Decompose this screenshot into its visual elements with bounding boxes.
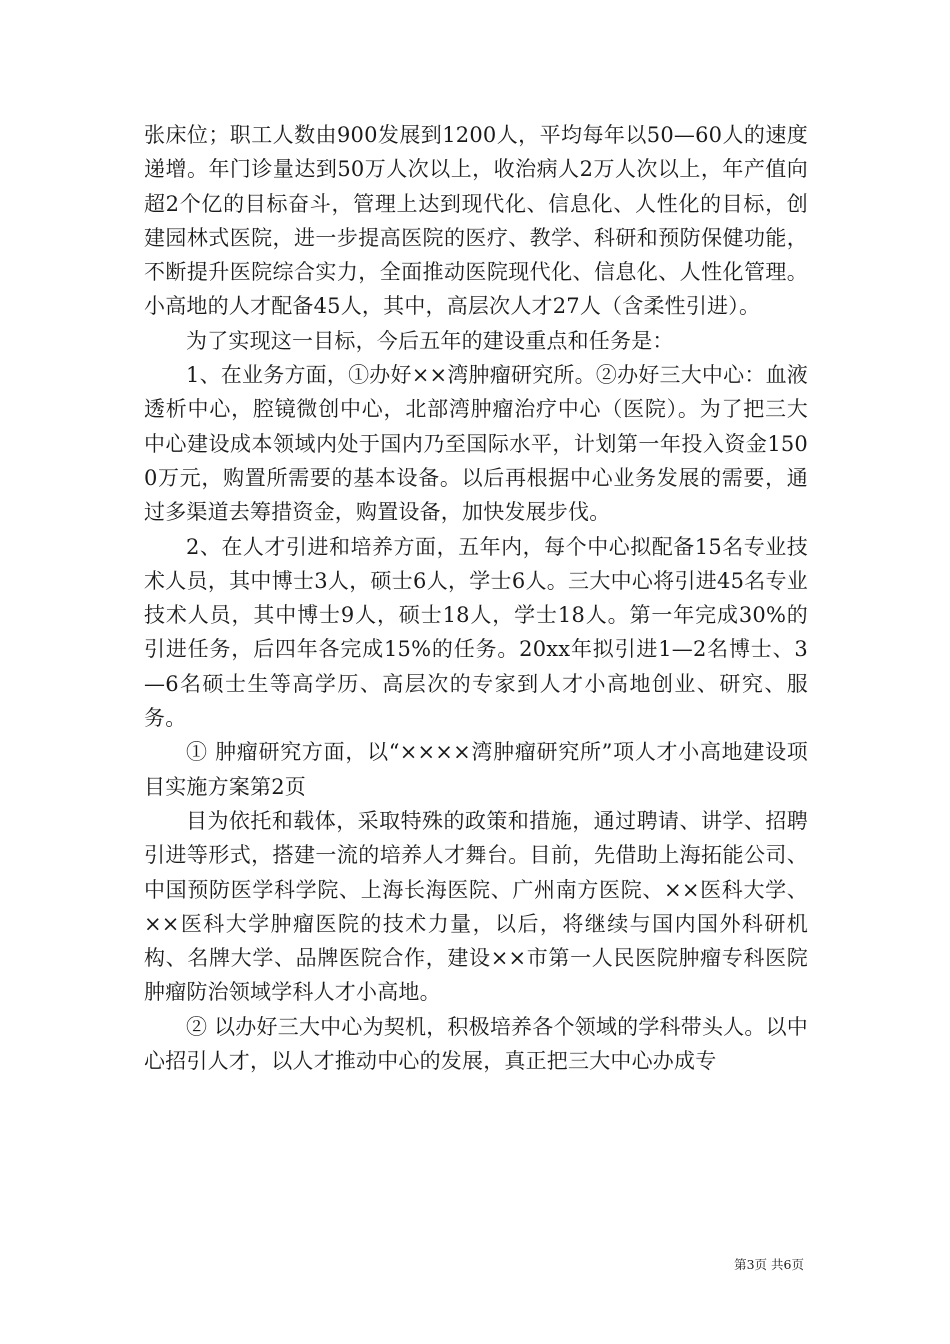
paragraph-2: 为了实现这一目标，今后五年的建设重点和任务是： bbox=[186, 328, 674, 353]
paragraph-3: 1、在业务方面，①办好××湾肿瘤研究所。②办好三大中心：血液透析中心，腔镜微创中心，北部湾肿瘤治疗中心（医院）。为了把三大中心建设成本领域内处于国内乃至国际水平，计划第一年投入资金1500万元，购置所需要的基本设备。以后再根据中心业务发展的需要，通过多渠道去筹措资金，购置设备，加快发展步伐。 bbox=[144, 363, 808, 525]
document-page bbox=[144, 118, 808, 1078]
paragraph-1: 张床位；职工人数由900发展到1200人，平均每年以50—60人的速度递增。年门诊量达到50万人次以上，收治病人2万人次以上，年产值向超2个亿的目标奋斗，管理上达到现代化、信息化、人性化的目标，创建园林式医院，进一步提高医院的医疗、教学、科研和预防保健功能，不断提升医院综合实力，全面推动医院现代化、信息化、人性化管理。小高地的人才配备45人，其中，高层次人才27人（含柔性引进）。 bbox=[144, 123, 808, 319]
paragraph-4: 2、在人才引进和培养方面，五年内，每个中心拟配备15名专业技术人员，其中博士3人，硕士6人，学士6人。三大中心将引进45名专业技术人员，其中博士9人，硕士18人，学士18人。第一年完成30%的引进任务，后四年各完成15%的任务。20xx年拟引进1—2名博士、3—6名硕士生等高学历、高层次的专家到人才小高地创业、研究、服务。 bbox=[144, 534, 808, 731]
page-number-footer: 第3页 共6页 bbox=[734, 1257, 804, 1272]
paragraph-7: ② 以办好三大中心为契机，积极培养各个领域的学科带头人。以中心招引人才，以人才推动中心的发展，真正把三大中心办成专 bbox=[144, 1014, 808, 1074]
paragraph-6: 目为依托和载体，采取特殊的政策和措施，通过聘请、讲学、招聘引进等形式，搭建一流的培养人才舞台。目前，先借助上海拓能公司、中国预防医学科学院、上海长海医院、广州南方医院、××医科大学、××医科大学肿瘤医院的技术力量，以后，将继续与国内国外科研机构、名牌大学、品牌医院合作，建设××市第一人民医院肿瘤专科医院肿瘤防治领域学科人才小高地。 bbox=[144, 808, 808, 1005]
paragraph-5: ① 肿瘤研究方面，以“××××湾肿瘤研究所”项人才小高地建设项目实施方案第2页 bbox=[144, 740, 808, 799]
